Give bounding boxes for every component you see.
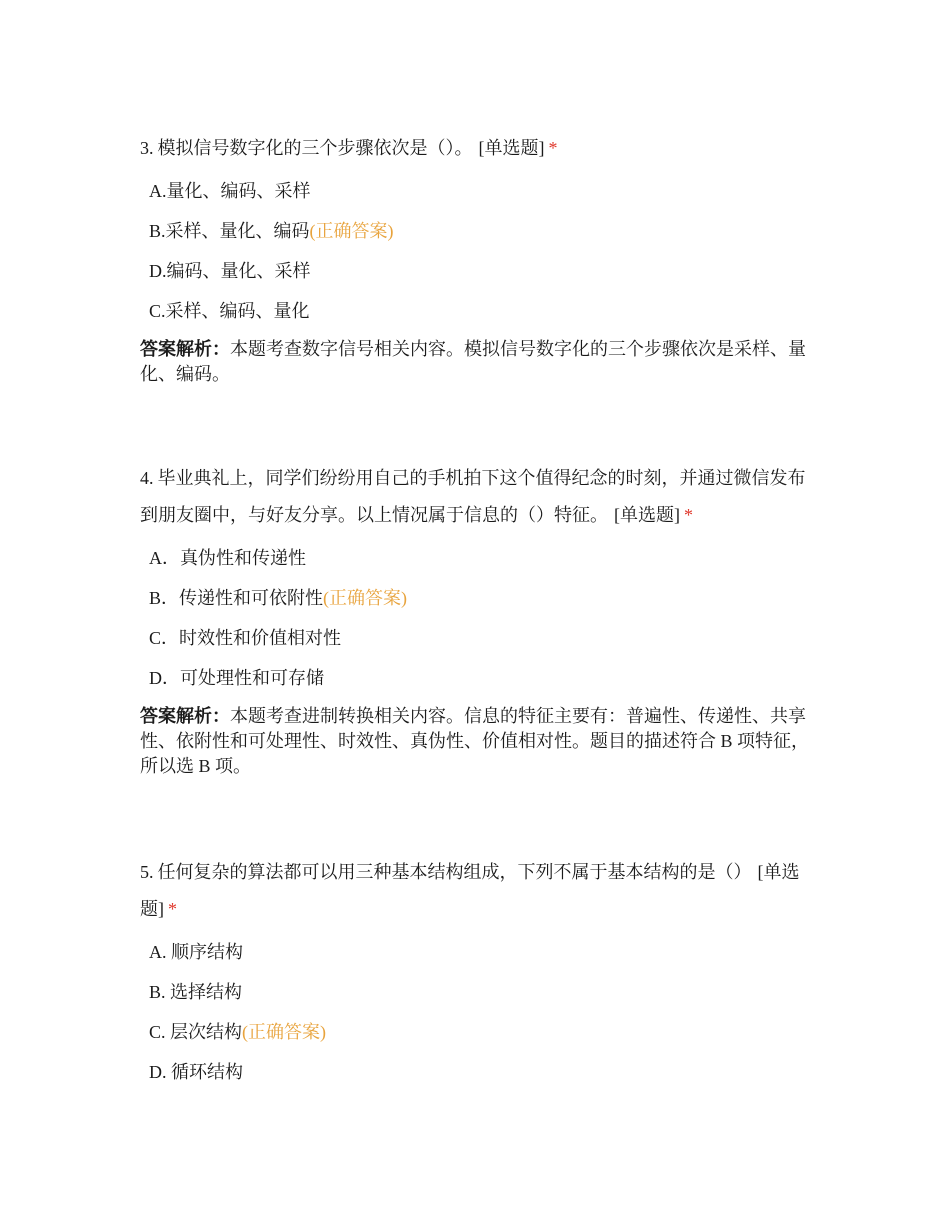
- question-block-3: [140, 130, 820, 387]
- answer-analysis: [140, 337, 820, 387]
- option-list: [140, 171, 820, 331]
- option-b: [149, 578, 820, 618]
- question-body: 任何复杂的算法都可以用三种基本结构组成，下列不属于基本结构的是（）: [157, 862, 752, 882]
- analysis-label: 答案解析：: [140, 339, 230, 359]
- question-number: 4.: [140, 468, 154, 488]
- option-label: A. 顺序结构: [149, 942, 243, 962]
- option-c: [149, 1012, 820, 1052]
- question-text: [140, 460, 820, 534]
- option-a: [149, 932, 820, 972]
- option-d: [149, 658, 820, 698]
- option-label: C．时效性和价值相对性: [149, 628, 342, 648]
- question-type-tag: [单选题]: [478, 138, 545, 158]
- required-star: *: [548, 138, 558, 158]
- analysis-label: 答案解析：: [140, 706, 230, 726]
- option-d: [149, 251, 820, 291]
- option-b: [149, 211, 820, 251]
- required-star: *: [168, 899, 177, 919]
- option-label: B. 选择结构: [149, 982, 243, 1002]
- question-text: [140, 854, 820, 928]
- option-list: [140, 932, 820, 1092]
- question-text: [140, 130, 820, 167]
- question-number: 3.: [140, 138, 154, 158]
- option-d: [149, 1052, 820, 1092]
- question-body: 模拟信号数字化的三个步骤依次是（）。: [157, 138, 473, 158]
- option-c: [149, 618, 820, 658]
- option-a: [149, 171, 820, 211]
- analysis-text: 本题考查进制转换相关内容。信息的特征主要有：普遍性、传递性、共享性、依附性和可处理性、时效性、真伪性、价值相对性。题目的描述符合 B 项特征，所以选 B 项。: [140, 706, 810, 776]
- option-label: D.编码、量化、采样: [149, 261, 311, 281]
- analysis-text: 本题考查数字信号相关内容。模拟信号数字化的三个步骤依次是采样、量化、编码。: [140, 339, 806, 384]
- option-label: B.采样、量化、编码: [149, 221, 310, 241]
- question-type-tag: [单选题]: [140, 862, 800, 919]
- option-label: D．可处理性和可存储: [149, 668, 324, 688]
- option-label: A.量化、编码、采样: [149, 181, 311, 201]
- required-star: *: [684, 505, 693, 525]
- option-label: A．真伪性和传递性: [149, 548, 306, 568]
- question-block-5: [140, 854, 820, 1092]
- option-label: C. 层次结构: [149, 1022, 243, 1042]
- question-body: 毕业典礼上，同学们纷纷用自己的手机拍下这个值得纪念的时刻，并通过微信发布到朋友圈中，与好友分享。以上情况属于信息的（）特征。: [140, 468, 806, 525]
- answer-analysis: [140, 704, 820, 779]
- option-label: C.采样、编码、量化: [149, 301, 310, 321]
- option-c: [149, 291, 820, 331]
- correct-answer-mark: (正确答案): [309, 221, 394, 241]
- question-number: 5.: [140, 862, 154, 882]
- correct-answer-mark: (正确答案): [242, 1022, 327, 1042]
- option-b: [149, 972, 820, 1012]
- option-a: [149, 538, 820, 578]
- correct-answer-mark: (正确答案): [323, 588, 408, 608]
- option-label: D. 循环结构: [149, 1062, 243, 1082]
- option-label: B．传递性和可依附性: [149, 588, 324, 608]
- question-type-tag: [单选题]: [614, 505, 680, 525]
- option-list: [140, 538, 820, 698]
- question-block-4: [140, 460, 820, 779]
